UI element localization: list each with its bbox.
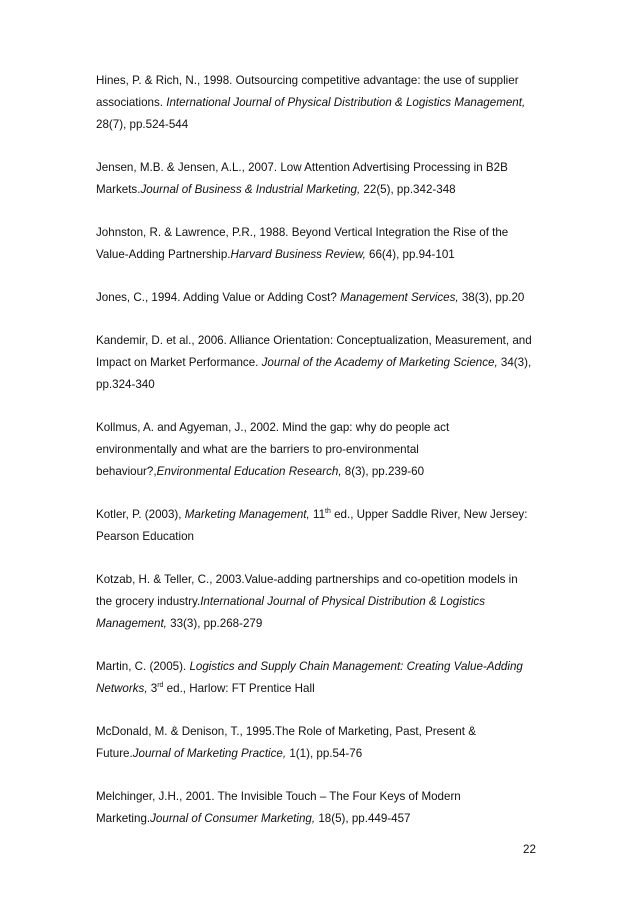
reference-entry (96, 417, 556, 483)
italic-text: Networks, (96, 682, 148, 695)
reference-text: ed., Harlow: FT Prentice Hall (163, 682, 315, 695)
reference-line (96, 114, 556, 136)
reference-text: 18(5), pp.449-457 (315, 812, 411, 825)
reference-line (96, 808, 556, 830)
reference-text: Jones, C., 1994. Adding Value or Adding Cost? (96, 291, 341, 304)
reference-text: 38(3), pp.20 (458, 291, 525, 304)
reference-list (96, 70, 556, 851)
reference-text: behaviour?, (96, 465, 157, 478)
reference-line (96, 70, 556, 92)
reference-text: 1(1), pp.54-76 (286, 747, 363, 760)
reference-line (96, 656, 556, 678)
superscript-text: rd (157, 682, 164, 689)
reference-text: 11 (309, 508, 326, 521)
reference-text: Value-Adding Partnership. (96, 248, 231, 261)
reference-text: 34(3), (497, 356, 532, 369)
reference-entry (96, 70, 556, 136)
reference-line (96, 244, 556, 266)
italic-text: Management Services, (340, 291, 459, 304)
reference-text: Impact on Market Performance. (96, 356, 262, 369)
reference-text: 28(7), pp.524-544 (96, 118, 189, 131)
reference-text: associations. (96, 96, 167, 109)
reference-line (96, 222, 556, 244)
italic-text: Harvard Business Review, (230, 248, 366, 261)
superscript-text: th (325, 508, 331, 515)
italic-text: International Journal of Physical Distribution & Logistics (200, 595, 486, 608)
reference-text: Jensen, M.B. & Jensen, A.L., 2007. Low Attention Advertising Processing in B2B (96, 161, 508, 174)
reference-line (96, 92, 556, 114)
italic-text: Journal of Marketing Practice, (132, 747, 287, 760)
reference-text: Future. (96, 747, 133, 760)
reference-line (96, 461, 556, 483)
reference-line (96, 287, 556, 309)
reference-entry (96, 157, 556, 201)
reference-text: 3 (147, 682, 158, 695)
reference-text: 33(3), pp.268-279 (166, 617, 263, 630)
italic-text: Journal of Business & Industrial Marketing, (140, 183, 361, 196)
reference-line (96, 157, 556, 179)
reference-line (96, 743, 556, 765)
reference-text: Kotler, P. (2003), (96, 508, 185, 521)
reference-text: Melchinger, J.H., 2001. The Invisible Touch – The Four Keys of Modern (96, 790, 461, 803)
reference-text: environmentally and what are the barriers to pro-environmental (96, 443, 419, 456)
reference-entry (96, 287, 556, 309)
italic-text: Environmental Education Research, (156, 465, 342, 478)
reference-line (96, 569, 556, 591)
reference-entry (96, 786, 556, 830)
italic-text: International Journal of Physical Distribution & Logistics Management, (166, 96, 526, 109)
reference-line (96, 591, 556, 613)
italic-text: Management, (96, 617, 167, 630)
reference-line (96, 504, 556, 526)
reference-text: Markets. (96, 183, 141, 196)
reference-line (96, 374, 556, 396)
reference-text: Kandemir, D. et al., 2006. Alliance Orientation: Conceptualization, Measurement, and (96, 334, 532, 347)
reference-text: Johnston, R. & Lawrence, P.R., 1988. Beyond Vertical Integration the Rise of the (96, 226, 509, 239)
reference-entry (96, 656, 556, 700)
reference-line (96, 786, 556, 808)
reference-entry (96, 222, 556, 266)
reference-line (96, 721, 556, 743)
reference-line (96, 417, 556, 439)
reference-line (96, 613, 556, 635)
reference-entry (96, 504, 556, 548)
reference-entry (96, 721, 556, 765)
reference-text: 22(5), pp.342-348 (360, 183, 456, 196)
reference-text: ed., Upper Saddle River, New Jersey: (330, 508, 528, 521)
reference-line (96, 352, 556, 374)
reference-text: McDonald, M. & Denison, T., 1995.The Role of Marketing, Past, Present & (96, 725, 476, 738)
reference-text: pp.324-340 (96, 378, 155, 391)
reference-text: Kotzab, H. & Teller, C., 2003.Value-adding partnerships and co-opetition models in (96, 573, 518, 586)
page-number: 22 (523, 843, 536, 856)
reference-line (96, 330, 556, 352)
reference-text: Marketing. (96, 812, 151, 825)
reference-line (96, 678, 556, 700)
reference-text: the grocery industry. (96, 595, 201, 608)
reference-line (96, 179, 556, 201)
reference-line (96, 526, 556, 548)
reference-entry (96, 569, 556, 635)
reference-text: Pearson Education (96, 530, 194, 543)
reference-text: Martin, C. (2005). (96, 660, 190, 673)
reference-line (96, 439, 556, 461)
italic-text: Logistics and Supply Chain Management: Creating Value-Adding (189, 660, 523, 673)
italic-text: Journal of Consumer Marketing, (150, 812, 316, 825)
reference-text: 8(3), pp.239-60 (341, 465, 425, 478)
reference-text: Kollmus, A. and Agyeman, J., 2002. Mind the gap: why do people act (96, 421, 450, 434)
reference-text: Hines, P. & Rich, N., 1998. Outsourcing competitive advantage: the use of supplier (96, 74, 519, 87)
reference-text: 66(4), pp.94-101 (365, 248, 455, 261)
italic-text: Marketing Management, (184, 508, 310, 521)
reference-entry (96, 330, 556, 396)
italic-text: Journal of the Academy of Marketing Science, (261, 356, 498, 369)
